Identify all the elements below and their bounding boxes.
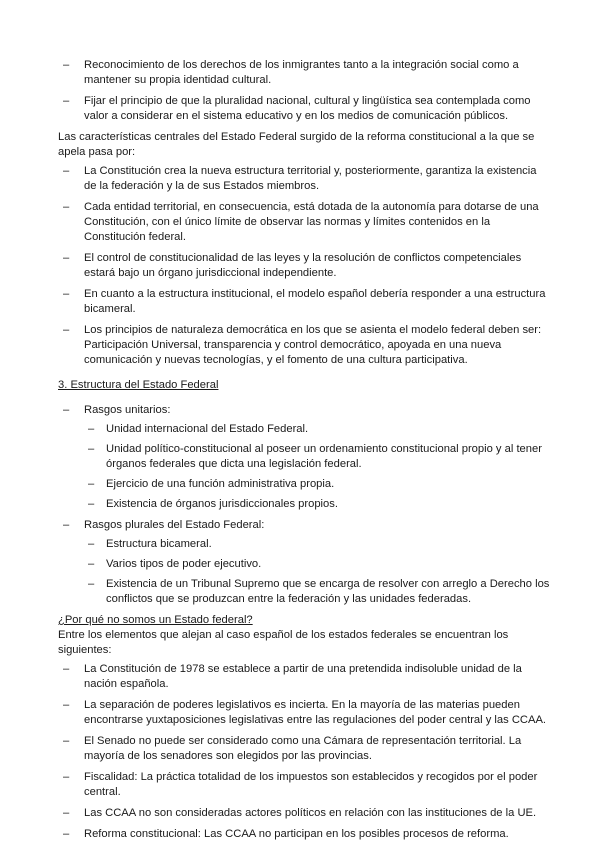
reasons-list xyxy=(58,662,550,842)
list-item: – Reforma constitucional: Las CCAA no participan en los posibles procesos de reforma. xyxy=(58,827,550,842)
rasgos-unitarios-label: Rasgos unitarios: xyxy=(84,404,171,416)
list-item: – La Constitución crea la nueva estructura territorial y, posteriormente, garantiza la existencia de la federación y la de sus Estados miembros. xyxy=(58,164,550,194)
top-list xyxy=(58,58,550,124)
section-3-heading: 3. Estructura del Estado Federal xyxy=(58,379,219,391)
features-list xyxy=(58,164,550,368)
list-item: – Fijar el principio de que la pluralidad nacional, cultural y lingüística sea contemplada como valor a considerar en el sistema educativo y en los medios de comunicación públicos. xyxy=(58,94,550,124)
question-heading: ¿Por qué no somos un Estado federal? xyxy=(58,614,253,626)
list-item: – Los principios de naturaleza democrática en los que se asienta el modelo federal deben ser: Participación Universal, transparencia y control democrático, apoyada en una nueva comunicación y nuevas tecnologías, y el fomento de una cultura participativa. xyxy=(58,323,550,368)
list-item: – Fiscalidad: La práctica totalidad de los impuestos son establecidos y recogidos por el poder central. xyxy=(58,770,550,800)
list-item: – Unidad internacional del Estado Federal. xyxy=(84,422,550,437)
list-item: – La Constitución de 1978 se establece a partir de una pretendida indisoluble unidad de la nación española. xyxy=(58,662,550,692)
list-item: – Unidad político-constitucional al poseer un ordenamiento constitucional propio y al tener órganos federales que dicta una legislación federal. xyxy=(84,442,550,472)
list-item: – Ejercicio de una función administrativa propia. xyxy=(84,477,550,492)
list-item: – El control de constitucionalidad de las leyes y la resolución de conflictos competenciales estará bajo un órgano jurisdiccional independiente. xyxy=(58,251,550,281)
rasgos-list xyxy=(58,403,550,607)
rasgos-plurales-sublist xyxy=(84,537,550,607)
list-item: – El Senado no puede ser considerado como una Cámara de representación territorial. La mayoría de los senadores son elegidos por las provincias. xyxy=(58,734,550,764)
list-item: – Estructura bicameral. xyxy=(84,537,550,552)
question-intro: Entre los elementos que alejan al caso español de los estados federales se encuentran los siguientes: xyxy=(58,629,509,656)
features-intro: Las características centrales del Estado Federal surgido de la reforma constitucional a la que se apela pasa por: xyxy=(58,131,535,158)
list-item: – En cuanto a la estructura institucional, el modelo español debería responder a una estructura bicameral. xyxy=(58,287,550,317)
list-item: – Existencia de órganos jurisdiccionales propios. xyxy=(84,497,550,512)
rasgos-unitarios-sublist xyxy=(84,422,550,512)
list-item: – Cada entidad territorial, en consecuencia, está dotada de la autonomía para dotarse de una Constitución, con el único límite de observar las normas y límites contenidos en la Constitución federal. xyxy=(58,200,550,245)
rasgos-plurales-item xyxy=(58,518,550,607)
rasgos-plurales-label: Rasgos plurales del Estado Federal: xyxy=(84,519,265,531)
list-item: – La separación de poderes legislativos es incierta. En la mayoría de las materias pueden encontrarse yuxtaposiciones legislativas entre las regulaciones del poder central y las CCAA. xyxy=(58,698,550,728)
list-item: – Existencia de un Tribunal Supremo que se encarga de resolver con arreglo a Derecho los conflictos que se produzcan entre la federación y las unidades federadas. xyxy=(84,577,550,607)
list-item: – Reconocimiento de los derechos de los inmigrantes tanto a la integración social como a mantener su propia identidad cultural. xyxy=(58,58,550,88)
list-item: – Varios tipos de poder ejecutivo. xyxy=(84,557,550,572)
rasgos-unitarios-item xyxy=(58,403,550,512)
list-item: – Las CCAA no son consideradas actores políticos en relación con las instituciones de la UE. xyxy=(58,806,550,821)
